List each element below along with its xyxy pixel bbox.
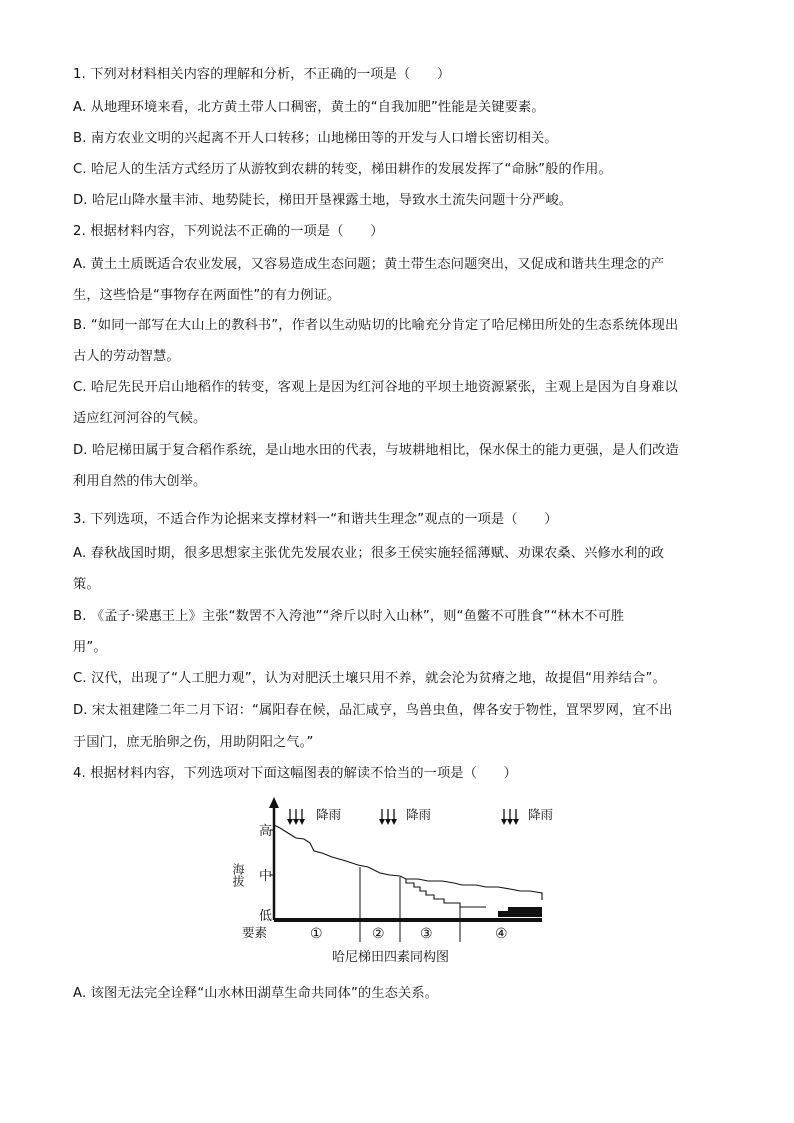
- level-mid: 中: [259, 869, 273, 884]
- q2-option-b-line2: 古人的劳动智慧。: [73, 349, 180, 364]
- segment-2: ②: [372, 926, 385, 942]
- rain-marker-1: [287, 807, 341, 825]
- y-axis-title: 海拔: [231, 863, 245, 887]
- q3-option-a-line1: A. 春秋战国时期，很多思想家主张优先发展农业；很多王侯实施轻徭薄赋、劝课农桑、兴修水利的政: [73, 546, 665, 561]
- terrace-steps: [406, 879, 486, 907]
- water-edge: [498, 911, 512, 917]
- q1-option-a: A. 从地理环境来看，北方黄土带人口稠密，黄土的“自我加肥”性能是关键要素。: [73, 100, 545, 115]
- rain-label-3: 降雨: [528, 807, 554, 822]
- q4-stem: 4. 根据材料内容，下列选项对下面这幅图表的解读不恰当的一项是（ ）: [73, 766, 518, 781]
- figure-svg: [230, 795, 560, 970]
- segment-4: ④: [495, 926, 508, 942]
- rain-label-1: 降雨: [316, 807, 342, 822]
- q2-option-c-line2: 适应红河河谷的气候。: [73, 411, 207, 426]
- q1-stem: 1. 下列对材料相关内容的理解和分析，不正确的一项是（ ）: [73, 67, 451, 82]
- q1-option-d: D. 哈尼山降水量丰沛、地势陡长，梯田开垦裸露土地，导致水土流失问题十分严峻。: [73, 193, 573, 208]
- q3-option-b-line1: B. 《孟子·梁惠王上》主张“数罟不入洿池”“斧斤以时入山林”，则“鱼鳖不可胜食”“林木不可胜: [73, 609, 625, 624]
- rain-marker-3: [501, 807, 553, 825]
- q2-option-b-line1: B. “如同一部写在大山上的教科书”，作者以生动贴切的比喻充分肯定了哈尼梯田所处的生态系统体现出: [73, 318, 679, 333]
- q3-stem: 3. 下列选项，不适合作为论据来支撑材料一“和谐共生理念”观点的一项是（ ）: [73, 512, 558, 527]
- q3-option-c: C. 汉代，出现了“人工肥力观”，认为对肥沃土壤只用不养，就会沦为贫瘠之地，故提倡“用养结合”。: [73, 671, 666, 686]
- water-body: [508, 907, 542, 917]
- q2-option-a-line1: A. 黄土土质既适合农业发展，又容易造成生态问题；黄土带生态问题突出，又促成和谐共生理念的产: [73, 257, 665, 272]
- hani-terrace-figure: [230, 795, 560, 970]
- q2-option-a-line2: 生，这些恰是“事物存在两面性”的有力例证。: [73, 288, 341, 303]
- level-low: 低: [259, 909, 273, 924]
- segment-1: ①: [310, 926, 323, 942]
- q3-option-b-line2: 用”。: [73, 640, 107, 655]
- rain-marker-2: [379, 807, 431, 825]
- q2-option-d-line1: D. 哈尼梯田属于复合稻作系统，是山地水田的代表，与坡耕地相比，保水保土的能力更强，是人们改造: [73, 443, 679, 458]
- terrain-profile: [274, 825, 542, 900]
- q1-option-c: C. 哈尼人的生活方式经历了从游牧到农耕的转变，梯田耕作的发展发挥了“命脉”般的作用。: [73, 162, 612, 177]
- figure-caption: 哈尼梯田四素同构图: [332, 950, 450, 965]
- rain-label-2: 降雨: [406, 807, 432, 822]
- q3-option-d-line2: 于国门，庶无胎卵之伤，用助阴阳之气。”: [73, 735, 314, 750]
- y-axis-arrow-icon: [269, 797, 279, 808]
- q1-option-b: B. 南方农业文明的兴起离不开人口转移；山地梯田等的开发与人口增长密切相关。: [73, 131, 558, 146]
- q2-stem: 2. 根据材料内容，下列说法不正确的一项是（ ）: [73, 224, 384, 239]
- x-axis-label: 要素: [242, 925, 268, 940]
- segment-3: ③: [420, 926, 433, 942]
- level-high: 高: [259, 824, 273, 839]
- q3-option-d-line1: D. 宋太祖建隆二年二月下诏：“属阳春在候，品汇咸亨，鸟兽虫鱼，俾各安于物性，罝罘罗网，宜不出: [73, 703, 673, 718]
- q2-option-d-line2: 利用自然的伟大创举。: [73, 474, 207, 489]
- q3-option-a-line2: 策。: [73, 577, 100, 592]
- q2-option-c-line1: C. 哈尼先民开启山地稻作的转变，客观上是因为红河谷地的平坝土地资源紧张，主观上是因为自身难以: [73, 380, 678, 395]
- q4-option-a: A. 该图无法完全诠释“山水林田湖草生命共同体”的生态关系。: [73, 986, 439, 1001]
